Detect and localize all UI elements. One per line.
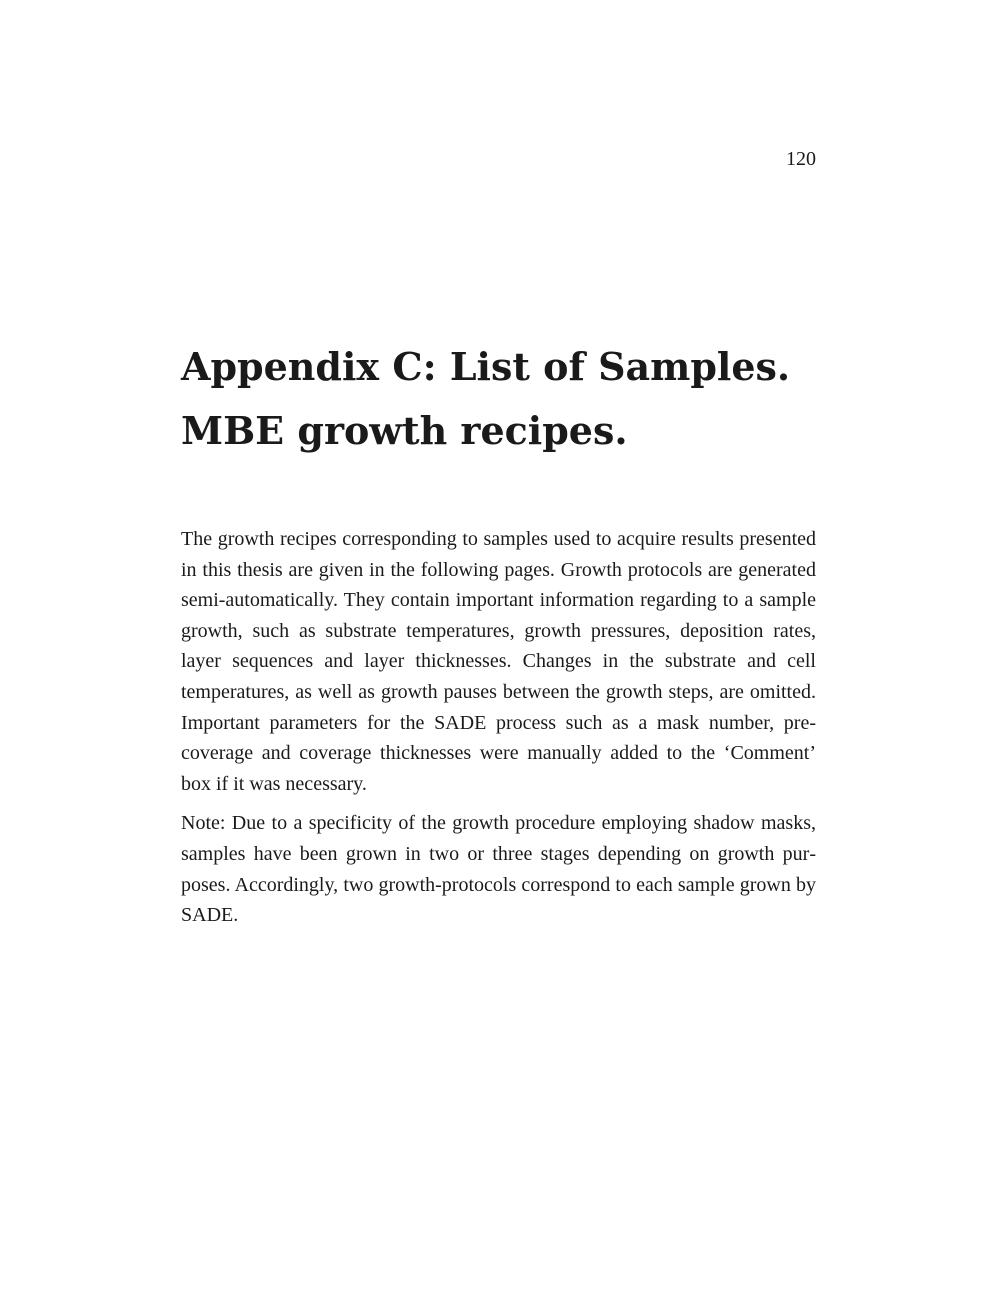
- appendix-title-line-2: MBE growth recipes.: [181, 408, 628, 453]
- appendix-title-line-1: Appendix C: List of Samples.: [181, 344, 791, 389]
- body-text: [181, 524, 816, 931]
- page-number: 120: [786, 148, 816, 170]
- intro-paragraph: The growth recipes corresponding to samples used to acquire results presented in this thesis are given in the following pages. Growth protocols are generated semi-automatically. They contain important information regarding to a sample growth, such as substrate temperatures, growth pressures, deposition rates, layer sequences and layer thicknesses. Changes in the substrate and cell temperatures, as well as growth pauses between the growth steps, are omitted. Important parameters for the SADE process such as a mask number, pre-coverage and coverage thicknesses were manually added to the ‘Comment’ box if it was necessary.: [181, 528, 816, 795]
- note-paragraph: Note: Due to a specificity of the growth procedure employing shadow masks, samples have been grown in two or three stages depending on growth purposes. Accordingly, two growth-protocols correspond to each sample grown by SADE.: [181, 812, 816, 927]
- appendix-title: [181, 335, 821, 463]
